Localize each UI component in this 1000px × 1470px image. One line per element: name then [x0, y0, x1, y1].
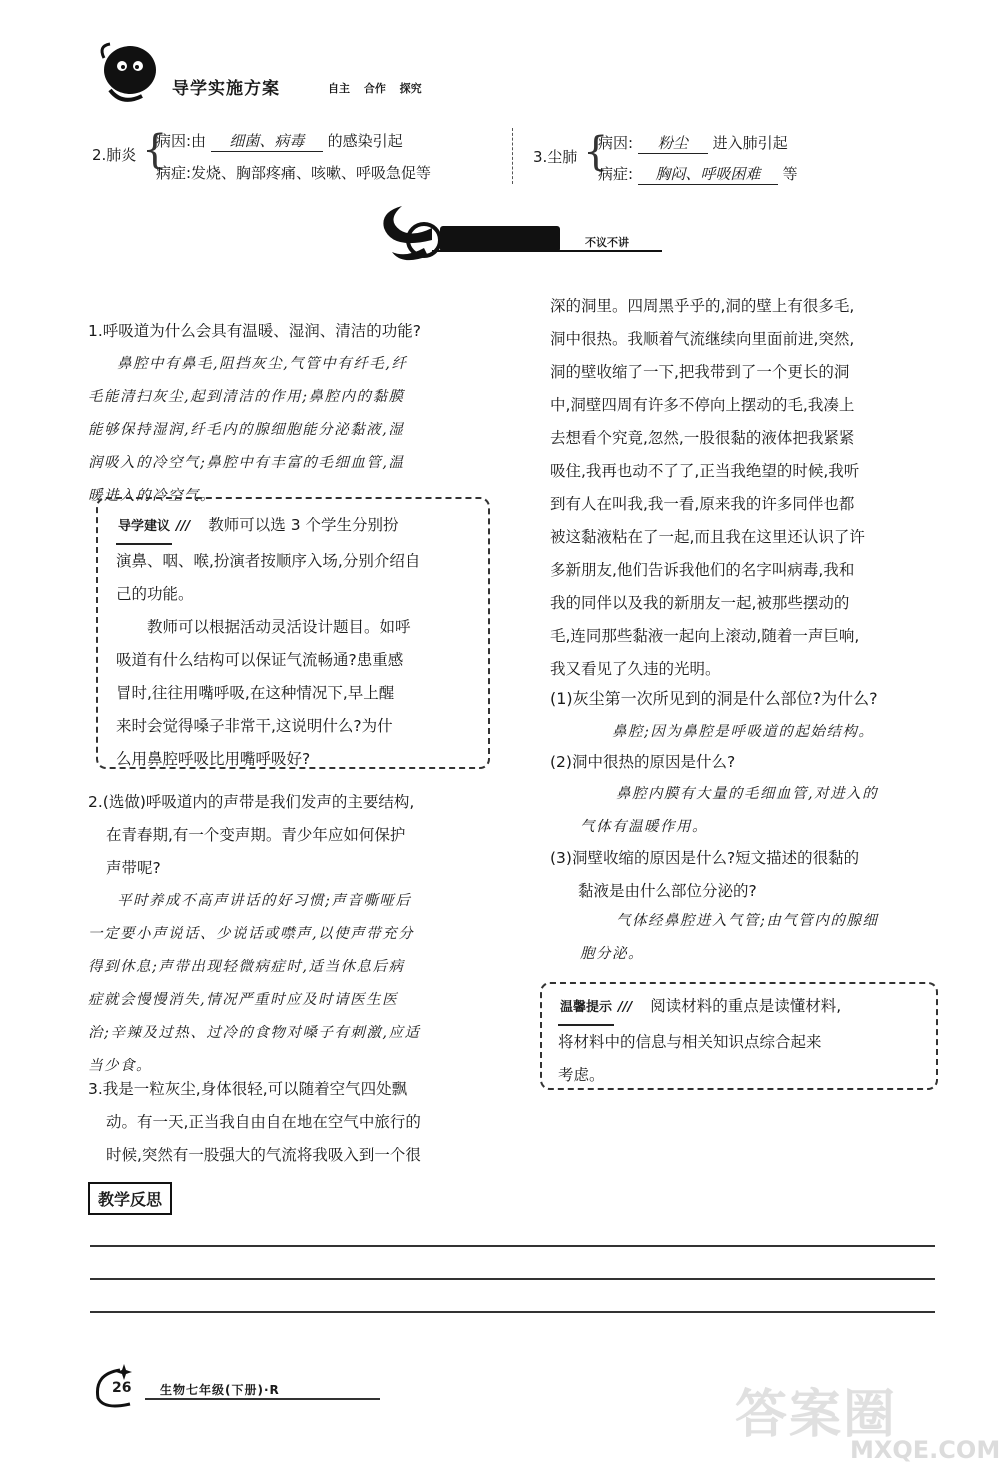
guide-box — [96, 497, 490, 769]
slash-icon: /// — [176, 519, 191, 534]
pneumonia-symptom: 病症:发烧、胸部疼痛、咳嗽、呼吸急促等 — [156, 164, 432, 182]
tip-line: 考虑。 — [558, 1066, 605, 1084]
guide-line: 吸道有什么结构可以保证气流畅通?患重感 — [116, 651, 404, 669]
tip-line: 将材料中的信息与相关知识点综合起来 — [558, 1033, 822, 1051]
pneumoconiosis-cause: 病因: 粉尘 进入肺引起 — [598, 134, 788, 152]
divider — [512, 128, 513, 184]
answer-1: 鼻腔中有鼻毛,阻挡灰尘,气管中有纤毛,纤 毛能清扫灰尘,起到清洁的作用;鼻腔内的黏膜 能够保持湿润,纤毛内的腺细胞能分泌黏液,湿 润吸入的冷空气;鼻腔中有丰富的毛细血管,温 暖进入的冷空气。 — [88, 356, 408, 504]
guide-line: 来时会觉得嗓子非常干,这说明什么?为什 — [116, 717, 393, 735]
guide-line: 么用鼻腔呼吸比用嘴呼吸好? — [116, 750, 311, 768]
answer-2: 平时养成不高声讲话的好习惯;声音嘶哑后 一定要小声说话、少说话或噤声,以使声带充分 得到休息;声带出现轻微病症时,适当休息后病 症就会慢慢消失,情况严重时应及时请医生医 治;辛辣及过热、过冷的食物对嗓子有刺激,应适 当少食。 — [88, 893, 421, 1074]
pneumoconiosis-label: 3.尘肺 — [533, 148, 578, 166]
watermark: 答案圈 — [735, 1385, 898, 1445]
reflection-line — [90, 1245, 935, 1247]
pneumonia-cause: 病因:由 细菌、病毒 的感染引起 — [156, 132, 403, 150]
guide-line: 教师可以选 3 个学生分别扮 — [208, 516, 399, 534]
question-1: 1.呼吸道为什么会具有温暖、湿润、清洁的功能? — [88, 322, 422, 340]
reflection-line — [90, 1278, 935, 1280]
sub-answer-3: 气体经鼻腔进入气管;由气管内的腺细 胞分泌。 — [580, 913, 879, 962]
question-2: 2.(选做)呼吸道内的声带是我们发声的主要结构, 在青春期,有一个变声期。青少年应如何保护 声带呢? — [88, 793, 415, 877]
sub-answer-1: 鼻腔;因为鼻腔是呼吸道的起始结构。 — [612, 724, 875, 740]
footer-line — [145, 1398, 380, 1400]
pneumoconiosis-symptom-answer: 胸闷、呼吸困难 — [638, 163, 778, 185]
book-title: 生物七年级(下册)·R — [160, 1383, 280, 1397]
guide-line: 教师可以根据活动灵活设计题目。如呼 — [147, 618, 411, 636]
reflection-line — [90, 1311, 935, 1313]
pneumonia-cause-answer: 细菌、病毒 — [211, 130, 323, 152]
guide-line: 演鼻、咽、喉,扮演者按顺序入场,分别介绍自 — [116, 552, 421, 570]
sub-question-2: (2)洞中很热的原因是什么? — [550, 753, 736, 771]
tip-line: 阅读材料的重点是读懂材料, — [650, 997, 842, 1015]
guide-line: 己的功能。 — [116, 585, 194, 603]
tip-tag: 温馨提示 — [558, 991, 614, 1026]
reflection-label: 教学反思 — [88, 1182, 172, 1215]
tip-box — [540, 982, 938, 1090]
page-number: 26 — [112, 1380, 132, 1396]
guide-tag: 导学建议 — [116, 510, 172, 545]
pneumoconiosis-cause-answer: 粉尘 — [638, 132, 708, 154]
header-title: 导学实施方案 — [172, 79, 280, 99]
question-3: 3.我是一粒灰尘,身体很轻,可以随着空气四处飘 动。有一天,正当我自由自在地在空气中旅行的 时候,突然有一股强大的气流将我吸入到一个很 — [88, 1080, 421, 1164]
pneumonia-label: 2.肺炎 — [92, 146, 137, 164]
brace-icon: { — [583, 129, 609, 175]
mascot-logo — [92, 38, 167, 108]
banner-line — [432, 250, 662, 252]
header-tags: 自主 合作 探究 — [328, 82, 422, 95]
story-text: 深的洞里。四周黑乎乎的,洞的壁上有很多毛, 洞中很热。我顺着气流继续向里面前进,突然, 洞的壁收缩了一下,把我带到了一个更长的洞 中,洞壁四周有许多不停向上摆动的毛,我凑上 去想看个究竟,忽然,一股很黏的液体把我紧紧 吸住,我再也动不了了,正当我绝望的时候,我听 到有人在叫我,我一看,原来我的许多同伴也都 被这黏液粘在了一起,而且我在这里还认识了许 多新朋友,他们告诉我他们的名字叫病毒,我和 我的同伴以及我的新朋友一起,被那些摆动的 毛,连同那些黏液一起向上滚动,随着一声巨响, 我又看见了久违的光明。 — [550, 297, 865, 678]
sub-answer-2: 鼻腔内膜有大量的毛细血管,对进入的 气体有温暖作用。 — [580, 786, 879, 835]
guide-line: 冒时,往往用嘴呼吸,在这种情况下,早上醒 — [116, 684, 395, 702]
sub-question-3: (3)洞壁收缩的原因是什么?短文描述的很黏的 黏液是由什么部位分泌的? — [550, 849, 860, 900]
brace-icon: { — [142, 127, 168, 173]
banner-ribbon — [440, 226, 560, 252]
sub-question-1: (1)灰尘第一次所见到的洞是什么部位?为什么? — [550, 689, 878, 708]
watermark-url: MXQE.COM — [850, 1436, 1000, 1464]
banner-label: 不议不讲 — [585, 236, 629, 249]
slash-icon: /// — [618, 1000, 633, 1015]
pneumoconiosis-symptom: 病症: 胸闷、呼吸困难 等 — [598, 165, 798, 183]
